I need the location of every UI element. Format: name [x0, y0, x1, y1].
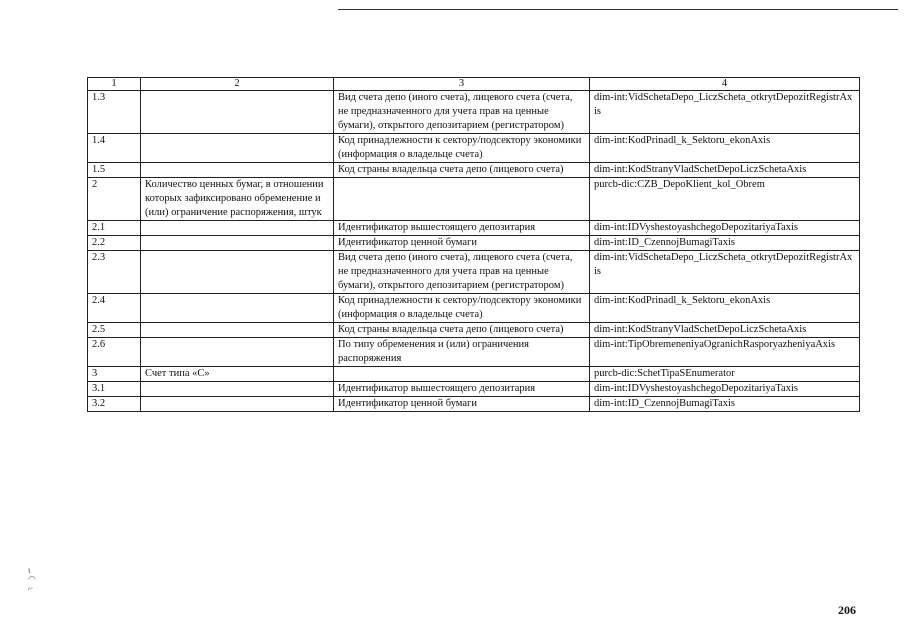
cell-number: 3.1 [88, 382, 141, 397]
cell-number: 1.4 [88, 134, 141, 163]
cell-code: purcb-dic:CZB_DepoKlient_kol_Obrem [590, 178, 860, 221]
cell-number: 3 [88, 367, 141, 382]
cell-description: По типу обременения и (или) ограничения распоряжения [334, 338, 590, 367]
cell-indicator-name [141, 382, 334, 397]
cell-code: dim-int:VidSchetaDepo_LiczScheta_otkrytDepozitRegistrAxis [590, 251, 860, 294]
cell-number: 3.2 [88, 397, 141, 412]
cell-indicator-name [141, 397, 334, 412]
table-row [88, 91, 860, 134]
cell-indicator-name [141, 221, 334, 236]
cell-number: 1.5 [88, 163, 141, 178]
cell-indicator-name: Количество ценных бумаг, в отношении которых зафиксировано обременение и (или) ограничение распоряжения, штук [141, 178, 334, 221]
cell-code: dim-int:ID_CzennojBumagiTaxis [590, 397, 860, 412]
cell-description: Идентификатор вышестоящего депозитария [334, 382, 590, 397]
cell-indicator-name: Счет типа «С» [141, 367, 334, 382]
cell-number: 2.5 [88, 323, 141, 338]
table-row [88, 397, 860, 412]
cell-number: 2 [88, 178, 141, 221]
page-number: 206 [838, 603, 856, 617]
cell-description: Идентификатор вышестоящего депозитария [334, 221, 590, 236]
cell-description: Вид счета депо (иного счета), лицевого счета (счета, не предназначенного для учета прав на ценные бумаги), открытого депозитарием (регистратором) [334, 251, 590, 294]
table-row [88, 338, 860, 367]
cell-number: 2.6 [88, 338, 141, 367]
cell-description: Вид счета депо (иного счета), лицевого счета (счета, не предназначенного для учета прав на ценные бумаги), открытого депозитарием (регистратором) [334, 91, 590, 134]
cell-description [334, 367, 590, 382]
cell-code: dim-int:IDVyshestoyashchegoDepozitariyaTaxis [590, 221, 860, 236]
cell-code: dim-int:KodPrinadl_k_Sektoru_ekonAxis [590, 134, 860, 163]
table-row [88, 323, 860, 338]
cell-number: 2.3 [88, 251, 141, 294]
margin-scan-mark: ι ◠ ⌐ [28, 565, 36, 593]
cell-description: Код принадлежности к сектору/подсектору экономики (информация о владельце счета) [334, 134, 590, 163]
cell-code: dim-int:KodPrinadl_k_Sektoru_ekonAxis [590, 294, 860, 323]
cell-code: dim-int:TipObremeneniyaOgranichRasporyazheniyaAxis [590, 338, 860, 367]
cell-indicator-name [141, 236, 334, 251]
cell-number: 2.4 [88, 294, 141, 323]
cell-description: Идентификатор ценной бумаги [334, 397, 590, 412]
header-rule [338, 9, 898, 10]
cell-description: Код принадлежности к сектору/подсектору экономики (информация о владельце счета) [334, 294, 590, 323]
cell-indicator-name [141, 134, 334, 163]
table-header-row [88, 78, 860, 91]
table-row [88, 294, 860, 323]
cell-code: dim-int:IDVyshestoyashchegoDepozitariyaTaxis [590, 382, 860, 397]
table-row [88, 382, 860, 397]
cell-code: dim-int:ID_CzennojBumagiTaxis [590, 236, 860, 251]
column-header-2: 2 [141, 78, 334, 91]
cell-description: Код страны владельца счета депо (лицевого счета) [334, 323, 590, 338]
table-row [88, 367, 860, 382]
table-row [88, 178, 860, 221]
column-header-3: 3 [334, 78, 590, 91]
cell-number: 2.2 [88, 236, 141, 251]
cell-number: 2.1 [88, 221, 141, 236]
column-header-1: 1 [88, 78, 141, 91]
cell-description: Код страны владельца счета депо (лицевого счета) [334, 163, 590, 178]
cell-indicator-name [141, 91, 334, 134]
table-row [88, 236, 860, 251]
document-table [87, 77, 860, 412]
cell-code: dim-int:VidSchetaDepo_LiczScheta_otkrytDepozitRegistrAxis [590, 91, 860, 134]
table-row [88, 163, 860, 178]
table-row [88, 221, 860, 236]
cell-code: purcb-dic:SchetTipaSEnumerator [590, 367, 860, 382]
cell-code: dim-int:KodStranyVladSchetDepoLiczSchetaAxis [590, 323, 860, 338]
cell-indicator-name [141, 338, 334, 367]
cell-indicator-name [141, 323, 334, 338]
cell-code: dim-int:KodStranyVladSchetDepoLiczSchetaAxis [590, 163, 860, 178]
column-header-4: 4 [590, 78, 860, 91]
table-body [88, 91, 860, 412]
cell-indicator-name [141, 163, 334, 178]
cell-indicator-name [141, 251, 334, 294]
cell-description [334, 178, 590, 221]
table-row [88, 134, 860, 163]
cell-description: Идентификатор ценной бумаги [334, 236, 590, 251]
cell-number: 1.3 [88, 91, 141, 134]
cell-indicator-name [141, 294, 334, 323]
table-row [88, 251, 860, 294]
